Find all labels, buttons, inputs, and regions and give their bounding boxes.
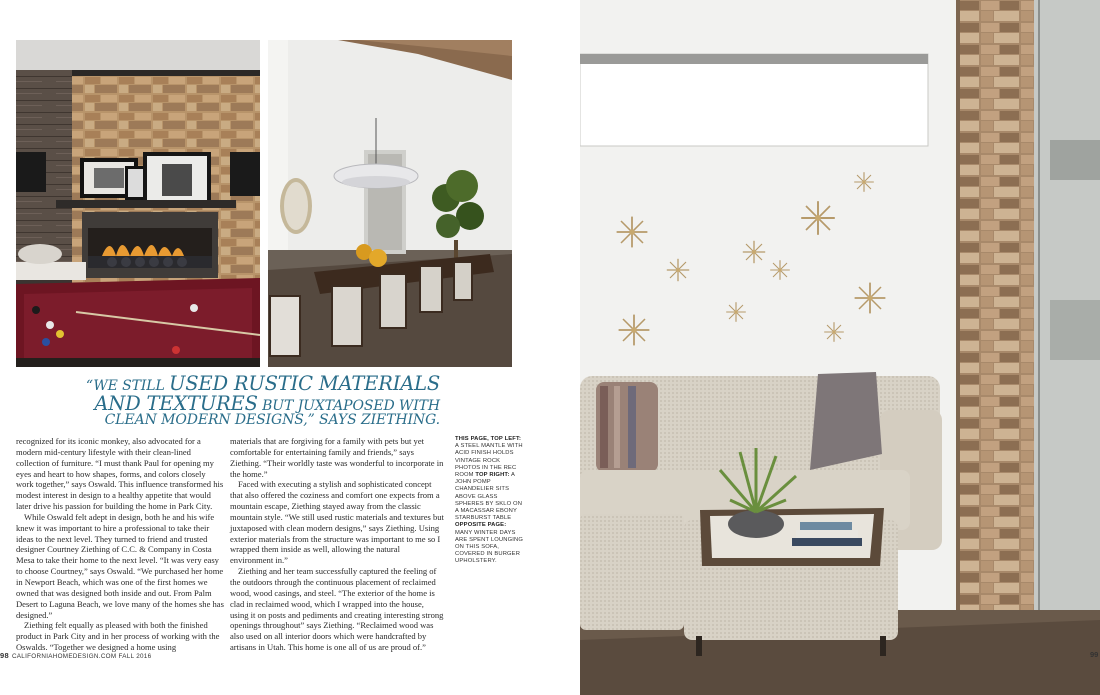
caption-label-opposite-page: OPPOSITE PAGE: [455, 522, 507, 529]
paragraph: While Oswald felt adept in design, both he and his wife knew it was important to hire a professional to take their ideas to the next level. They turned to friend and trusted designer Courtney Ziething of C.C. & Company in Costa Mesa to take their home to the next level. “It was very easy to choose Courtney,” says Oswald. “We purchased her home in Newport Beach, which was one of the first homes we owned that was designed both inside and out. From Palm Desert to Laguna Beach, we love many of the homes she has designed.” [16, 511, 224, 620]
footer-issue: FALL 2016 [118, 653, 152, 660]
article-column-2 [230, 436, 444, 653]
paragraph: Ziething felt equally as pleased with both the finished product in Park City and in her process of working with the Oswalds. “Together we designed a home using [16, 620, 220, 653]
page-number: 98 [0, 651, 9, 660]
pull-quote-line-2 [40, 391, 440, 415]
caption-text-dining: A JOHN POMP CHANDELIER SITS ABOVE GLASS SPHERES BY SKLO ON A MACASSAR EBONY STARBURST TABLE [455, 472, 523, 522]
paragraph: Ziething and her team successfully captured the feeling of the outdoors through the continuous placement of reclaimed wood, wood casings, and steel. “The exterior of the home is clad in reclaimed wood, which I wrapped into the house, using it on posts and pediments and creating interesting strong openings throughout” says Ziething. “Reclaimed wood was also used on all interior doors which were handcrafted by artisans in Utah. This home is one all of us are proud of.” [230, 566, 444, 653]
rec-room-illustration [16, 40, 260, 367]
sofa-photo [580, 0, 1100, 695]
rec-room-photo [16, 40, 260, 367]
page-footer [0, 651, 151, 660]
sofa-illustration [580, 0, 1100, 695]
pull-quote-text-2: BUT JUXTAPOSED WITH [257, 397, 440, 414]
caption-label-this-page: THIS PAGE, TOP LEFT: [455, 436, 522, 442]
pull-quote-open: “WE STILL [85, 378, 170, 394]
photo-caption [455, 436, 523, 566]
paragraph: recognized for its iconic monkey, also advocated for a modern mid-century lifestyle with their clean-lined collection of furniture. “I must thank Paul for opening my eyes and heart to how shapes, forms, and colors closely work together,” says Oswald. This influence transformed his modest interest in design to a healthy appetite that would later drive his passion for building the home in Park City. [16, 436, 224, 512]
pull-quote [40, 374, 440, 427]
caption-text-rec-room: A STEEL MANTLE WITH ACID FINISH HOLDS VINTAGE ROCK PHOTOS IN THE REC ROOM [455, 443, 523, 479]
paragraph: Faced with executing a stylish and sophisticated concept that also offered the coziness and comfort one expects from a mountain escape, Ziething stayed away from the classic mountain style. “We still used rustic materials and textures but juxtaposed with clean modern designs,” says Ziething. Using exterior materials from the structure was important to me so I wrapped them inside as well, allowing the natural environment in.” [230, 479, 444, 566]
dining-room-illustration [268, 40, 512, 367]
dining-room-photo [268, 40, 512, 367]
caption-label-top-right: TOP RIGHT: [475, 472, 510, 479]
caption-text-sofa: MANY WINTER DAYS ARE SPENT LOUNGING ON THIS SOFA, COVERED IN BURGER UPHOLSTERY. [455, 529, 523, 565]
pull-quote-line-3: CLEAN MODERN DESIGNS,” SAYS ZIETHING. [104, 412, 440, 428]
pull-quote-emphasis-2: AND TEXTURES [94, 391, 258, 415]
article-column-1 [16, 436, 224, 653]
footer-site: CALIFORNIAHOMEDESIGN.COM [11, 653, 117, 660]
paragraph: materials that are forgiving for a family with pets but yet comfortable for entertaining family and friends,” says Ziething. “Their worldly taste was wonderful to incorporate in the home.” [230, 436, 444, 479]
right-page-number: 99 [1090, 650, 1099, 659]
pull-quote-emphasis-1: USED RUSTIC MATERIALS [169, 372, 440, 395]
